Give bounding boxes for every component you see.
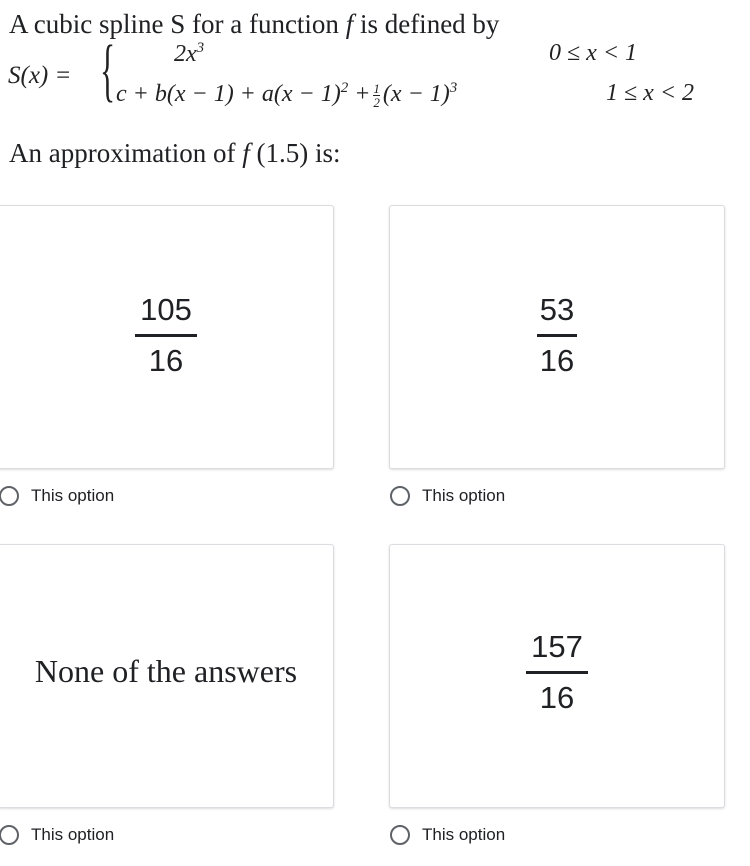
piece-2-tail: (x − 1) [382, 81, 450, 107]
piece-1-exp: 3 [196, 40, 205, 56]
fraction-bar [537, 334, 577, 337]
radio-circle-icon[interactable] [0, 486, 19, 506]
condition-1: 0 ≤ x < 1 [549, 40, 638, 66]
question-prompt [9, 138, 340, 169]
half-fraction [373, 82, 380, 109]
formula-piece-2 [116, 80, 457, 109]
denominator: 16 [539, 680, 575, 715]
option-label: This option [31, 486, 115, 505]
fraction [0, 292, 333, 379]
piece-2-plus: + [348, 81, 371, 107]
half-denominator: 2 [373, 94, 380, 110]
denominator: 16 [148, 343, 184, 378]
option-radio-3[interactable] [0, 825, 114, 845]
fraction [390, 292, 724, 379]
condition-2: 1 ≤ x < 2 [606, 80, 695, 106]
prompt-part: An approximation of [9, 138, 243, 168]
question-text [9, 9, 499, 39]
option-label: This option [31, 825, 115, 844]
option-label: This option [422, 825, 506, 844]
numerator: 53 [539, 292, 575, 327]
fraction-bar [526, 671, 588, 674]
denominator: 16 [539, 343, 575, 378]
prompt-part: (1.5) is: [249, 138, 341, 168]
function-symbol: f [242, 138, 250, 168]
formula-lhs: S(x) = [8, 62, 72, 89]
half-numerator: 1 [373, 80, 380, 96]
fraction-bar [135, 334, 197, 337]
question-text-part: is defined by [353, 9, 500, 39]
option-card-1[interactable] [0, 205, 334, 469]
curly-brace: { [100, 32, 116, 109]
numerator: 105 [140, 292, 192, 327]
piece-2-expr: c + b(x − 1) + a(x − 1) [116, 81, 341, 107]
piece-2-exp: 2 [340, 80, 349, 96]
piece-1-expr: 2x [174, 41, 197, 67]
option-card-3[interactable] [0, 544, 334, 808]
option-radio-1[interactable] [0, 486, 114, 506]
formula-piece-1 [174, 40, 204, 68]
numerator: 157 [531, 629, 583, 664]
option-radio-2[interactable] [390, 486, 505, 506]
fraction [390, 629, 724, 716]
radio-circle-icon[interactable] [390, 825, 410, 845]
spline-formula [8, 32, 748, 110]
question-text-part: A cubic spline S for a function [9, 9, 346, 39]
option-card-4[interactable] [389, 544, 725, 808]
radio-circle-icon[interactable] [390, 486, 410, 506]
radio-circle-icon[interactable] [0, 825, 19, 845]
piece-2-tail-exp: 3 [449, 80, 458, 96]
option-radio-4[interactable] [390, 825, 505, 845]
option-label: This option [422, 486, 506, 505]
option-text: None of the answers [34, 653, 298, 689]
function-symbol: f [345, 9, 354, 39]
option-card-2[interactable] [389, 205, 725, 469]
